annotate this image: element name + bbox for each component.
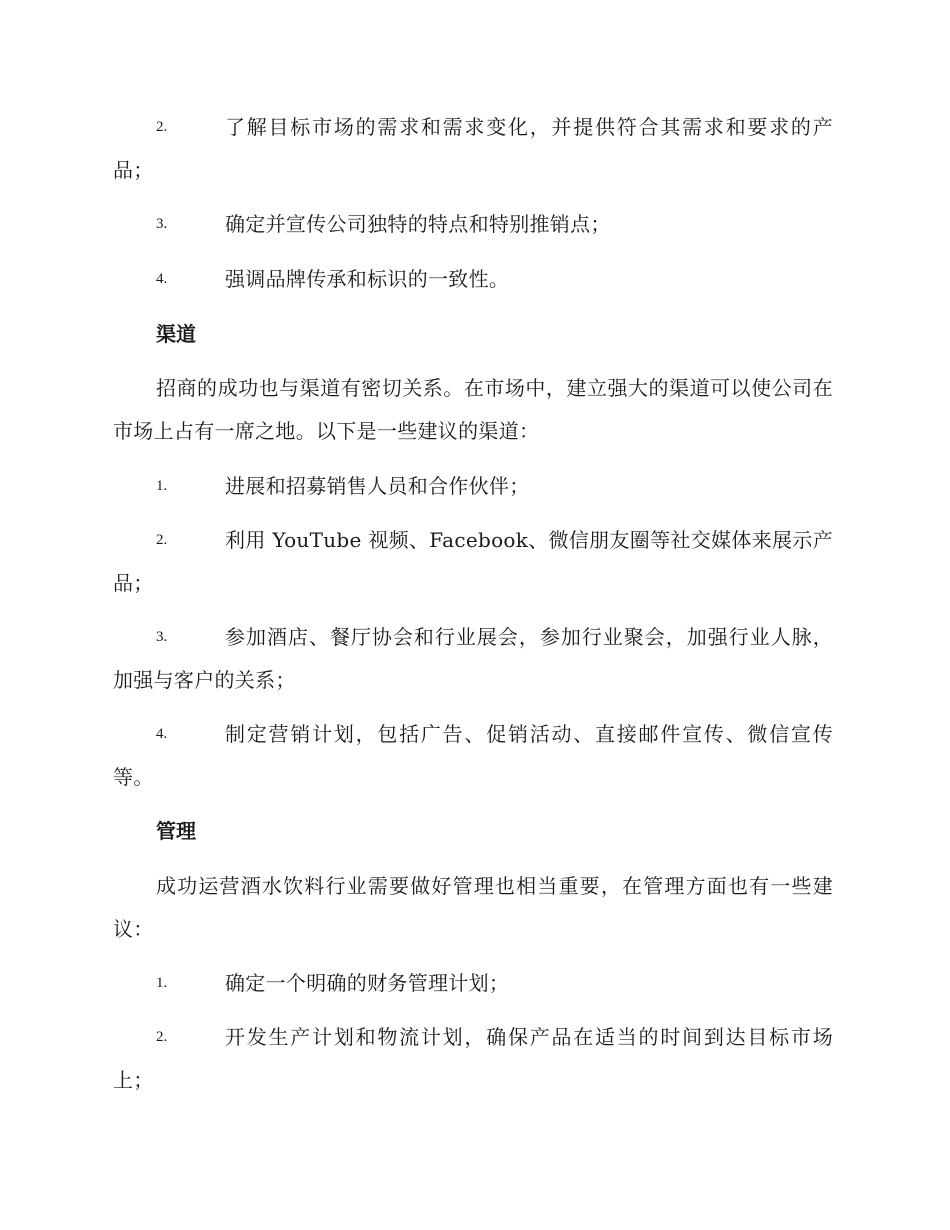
list-item [113,713,833,799]
paragraph-channel-intro [113,367,833,453]
list-text: 参加酒店、餐厅协会和行业展会，参加行业聚会，加强行业人脉，加强与客户的关系； [113,625,833,692]
list-text: 进展和招募销售人员和合作伙伴； [225,474,530,498]
list-item [113,1016,833,1102]
section-heading-channel: 渠道 [156,322,196,346]
list-item [113,519,833,605]
list-number: 1. [156,478,168,494]
list-text: 强调品牌传承和标识的一致性。 [225,267,510,291]
paragraph-text: 招商的成功也与渠道有密切关系。在市场中，建立强大的渠道可以使公司在市场上占有一席之地。以下是一些建议的渠道： [113,376,833,443]
list-number: 1. [156,975,168,991]
list-item [113,465,833,508]
list-item [113,258,833,301]
list-text: 利用 YouTube 视频、Facebook、微信朋友圈等社交媒体来展示产品； [113,528,833,595]
section-heading-management: 管理 [156,819,196,843]
list-text: 确定一个明确的财务管理计划； [225,971,510,995]
list-number: 3. [156,216,168,232]
list-number: 4. [156,271,168,287]
list-item [113,616,833,702]
paragraph-text: 成功运营酒水饮料行业需要做好管理也相当重要，在管理方面也有一些建议： [113,874,833,941]
list-number: 2. [156,1029,168,1045]
list-text: 了解目标市场的需求和需求变化，并提供符合其需求和要求的产品； [113,115,833,182]
list-number: 3. [156,629,168,645]
list-item [113,962,833,1005]
list-number: 2. [156,532,168,548]
list-number: 4. [156,726,168,742]
list-text: 制定营销计划，包括广告、促销活动、直接邮件宣传、微信宣传等。 [113,722,833,789]
list-item [113,106,833,192]
list-text: 确定并宣传公司独特的特点和特别推销点； [225,212,611,236]
list-number: 2. [156,119,168,135]
list-text: 开发生产计划和物流计划，确保产品在适当的时间到达目标市场上； [113,1025,833,1092]
paragraph-management-intro [113,865,833,951]
list-item [113,203,833,246]
